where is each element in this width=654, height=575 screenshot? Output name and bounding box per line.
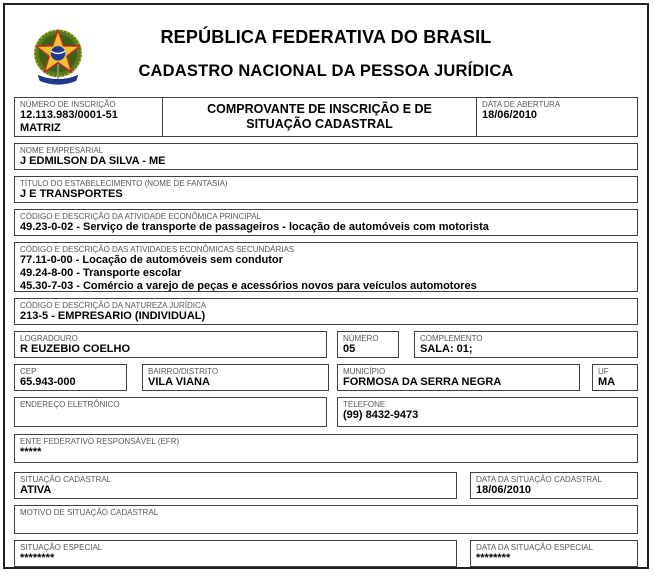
street-value: R EUZEBIO COELHO — [20, 343, 131, 355]
district-field — [142, 364, 329, 391]
legal-nature-value: 213-5 - EMPRESARIO (INDIVIDUAL) — [20, 310, 206, 322]
city-value: FORMOSA DA SERRA NEGRA — [343, 376, 502, 388]
email-label: ENDEREÇO ELETRÔNICO — [20, 400, 120, 409]
phone-field — [337, 397, 638, 427]
company-name-field — [14, 143, 638, 170]
company-name-value: J EDMILSON DA SILVA - ME — [20, 155, 166, 167]
registration-status-date-field — [470, 472, 638, 499]
number-field — [337, 331, 399, 358]
document-title-line2: SITUAÇÃO CADASTRAL — [246, 117, 393, 131]
opening-date-label: DATA DE ABERTURA — [482, 100, 561, 109]
secondary-activities-field — [14, 242, 638, 292]
special-status-date-value: ******** — [476, 552, 511, 564]
city-label: MUNICÍPIO — [343, 367, 386, 376]
cep-field — [14, 364, 127, 391]
main-activity-label: CÓDIGO E DESCRIÇÃO DA ATIVIDADE ECONÔMICA PRINCIPAL — [20, 212, 262, 221]
efr-value: ***** — [20, 446, 42, 458]
cep-value: 65.943-000 — [20, 376, 76, 388]
registration-status-date-value: 18/06/2010 — [476, 484, 532, 496]
special-status-value: ******** — [20, 552, 55, 564]
complement-field — [414, 331, 638, 358]
document-title-cell — [163, 98, 477, 136]
legal-nature-field — [14, 298, 638, 325]
special-status-date-label: DATA DA SITUAÇÃO ESPECIAL — [476, 543, 594, 552]
trade-name-field — [14, 176, 638, 203]
status-reason-label: MOTIVO DE SITUAÇÃO CADASTRAL — [20, 508, 159, 517]
district-value: VILA VIANA — [148, 376, 210, 388]
opening-date-cell — [477, 98, 637, 136]
efr-field — [14, 434, 638, 463]
main-activity-value: 49.23-0-02 - Serviço de transporte de passageiros - locação de automóveis com motorista — [20, 221, 489, 233]
registration-status-value: ATIVA — [20, 484, 52, 496]
masthead-titles — [14, 5, 638, 81]
legal-nature-label: CÓDIGO E DESCRIÇÃO DA NATUREZA JURÍDICA — [20, 301, 207, 310]
registry-title: CADASTRO NACIONAL DA PESSOA JURÍDICA — [138, 62, 514, 80]
special-status-date-field — [470, 540, 638, 567]
complement-value: SALA: 01; — [420, 343, 473, 355]
registration-status-date-label: DATA DA SITUAÇÃO CADASTRAL — [476, 475, 602, 484]
registration-status-field — [14, 472, 457, 499]
special-status-label: SITUAÇÃO ESPECIAL — [20, 543, 103, 552]
branch-type-value: MATRIZ — [20, 122, 61, 134]
secondary-activity-item: 45.30-7-03 - Comércio a varejo de peças e acessórios novos para veículos automotores — [20, 280, 477, 292]
street-field — [14, 331, 327, 358]
masthead — [14, 5, 638, 95]
district-label: BAIRRO/DISTRITO — [148, 367, 219, 376]
inscription-number-value: 12.113.983/0001-51 — [20, 109, 118, 121]
trade-name-label: TÍTULO DO ESTABELECIMENTO (NOME DE FANTASIA) — [20, 179, 228, 188]
phone-label: TELEFONE — [343, 400, 386, 409]
main-activity-field — [14, 209, 638, 236]
inscription-number-label: NÚMERO DE INSCRIÇÃO — [20, 100, 116, 109]
trade-name-value: J E TRANSPORTES — [20, 188, 123, 200]
efr-label: ENTE FEDERATIVO RESPONSÁVEL (EFR) — [20, 437, 180, 446]
registration-status-label: SITUAÇÃO CADASTRAL — [20, 475, 112, 484]
state-field — [592, 364, 638, 391]
secondary-activity-item: 49.24-8-00 - Transporte escolar — [20, 267, 182, 279]
phone-value: (99) 8432-9473 — [343, 409, 419, 421]
document-frame — [3, 3, 649, 569]
republic-title: REPÚBLICA FEDERATIVA DO BRASIL — [160, 27, 492, 47]
secondary-activity-item: 77.11-0-00 - Locação de automóveis sem condutor — [20, 254, 283, 266]
complement-label: COMPLEMENTO — [420, 334, 483, 343]
number-value: 05 — [343, 343, 356, 355]
opening-date-value: 18/06/2010 — [482, 109, 538, 121]
state-label: UF — [598, 367, 609, 376]
email-field — [14, 397, 327, 427]
city-field — [337, 364, 580, 391]
special-status-field — [14, 540, 457, 567]
document-title-line1: COMPROVANTE DE INSCRIÇÃO E DE — [207, 102, 432, 116]
status-reason-field — [14, 505, 638, 534]
company-name-label: NOME EMPRESARIAL — [20, 146, 104, 155]
street-label: LOGRADOURO — [20, 334, 78, 343]
secondary-activities-label: CÓDIGO E DESCRIÇÃO DAS ATIVIDADES ECONÔMICAS SECUNDÁRIAS — [20, 245, 295, 254]
inscription-number-cell — [15, 98, 163, 136]
cep-label: CEP — [20, 367, 37, 376]
state-value: MA — [598, 376, 616, 388]
number-label: NÚMERO — [343, 334, 379, 343]
header-table — [14, 97, 638, 137]
